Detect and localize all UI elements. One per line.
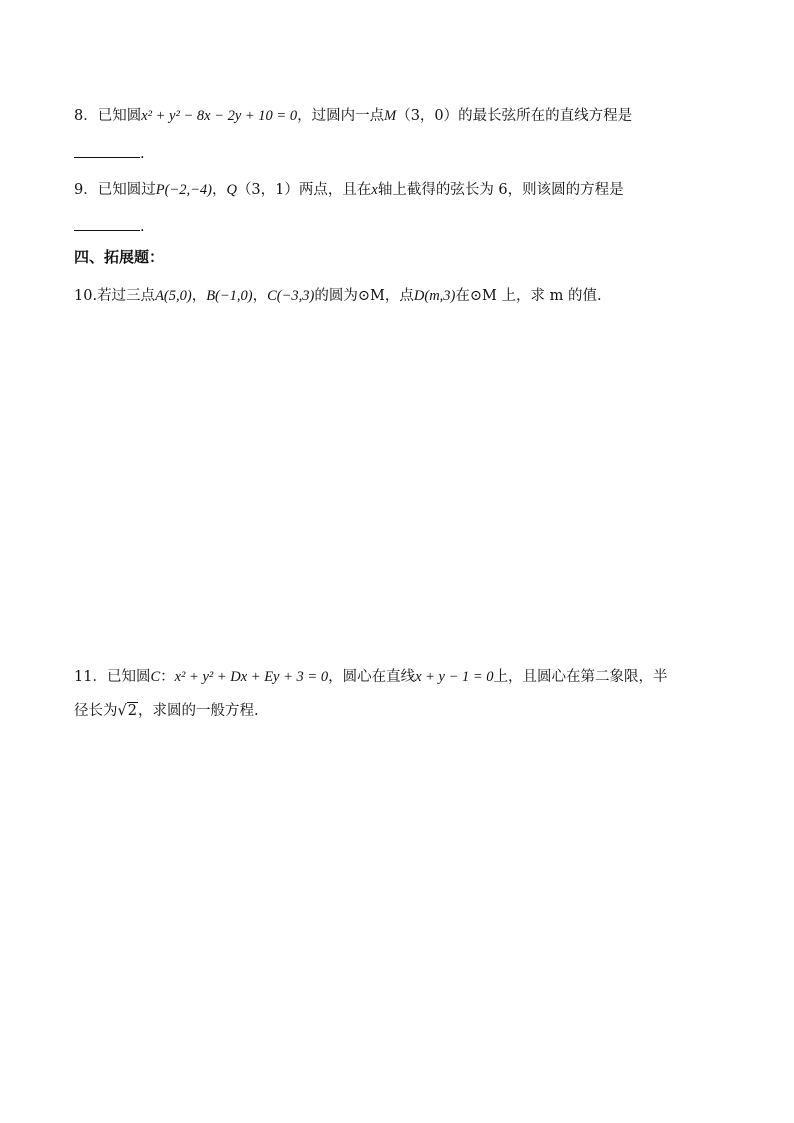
- problem-9-text-c: 轴上截得的弦长为 6，则该圆的方程是: [377, 182, 624, 198]
- problem-11-line-2: [74, 701, 720, 721]
- problem-10-point-d: D(m,3): [413, 288, 456, 304]
- problem-9-point-q-coords: （3，1）: [236, 182, 299, 198]
- problem-11-radius-radicand: 2: [127, 703, 137, 719]
- problem-9-sep: ，: [211, 182, 227, 198]
- problem-8-number: 8．: [74, 108, 98, 124]
- problem-9-text-a: 已知圆过: [97, 182, 156, 198]
- problem-8-text-b: ，过圆内一点: [297, 108, 385, 124]
- problem-9-line-2: [74, 216, 720, 237]
- problem-11-circle-name: C: [150, 669, 161, 685]
- problem-11-text-b: ，圆心在直线: [328, 669, 416, 685]
- problem-9-number: 9．: [74, 182, 98, 198]
- problem-11-text-a: 已知圆: [106, 669, 151, 685]
- problem-9-axis-var: x: [371, 182, 378, 198]
- problem-10-point-c: C(−3,3): [267, 288, 315, 304]
- section-heading: 四、拓展题：: [74, 248, 165, 266]
- problem-9-blank-end: .: [140, 219, 145, 235]
- problem-8-circle-equation: x² + y² − 8x − 2y + 10 = 0: [141, 108, 298, 124]
- problem-8-point-name: M: [384, 108, 397, 124]
- problem-10-sep-1: ，: [191, 288, 207, 304]
- problem-9-point-q-name: Q: [226, 182, 237, 198]
- problem-8-text-c: 的最长弦所在的直线方程是: [458, 108, 633, 124]
- problem-10-point-a: A(5,0): [155, 288, 192, 304]
- problem-10-sep-2: ，: [252, 288, 268, 304]
- problem-9-point-p: P(−2,−4): [155, 182, 212, 198]
- problem-8-point-coords: （3，0）: [396, 108, 459, 124]
- problem-8-blank-end: .: [140, 146, 145, 162]
- problem-9-text-b: 两点，且在: [298, 182, 372, 198]
- problem-11-text-d: 径长为: [74, 703, 118, 719]
- problem-10-number: 10.: [74, 288, 98, 304]
- problem-10-text-c: 在⊙M 上，求 m 的值.: [455, 288, 602, 304]
- problem-8-line-1: [74, 106, 720, 126]
- problem-8-text-a: 已知圆: [97, 108, 142, 124]
- problem-11-text-e: ，求圆的一般方程.: [137, 703, 259, 719]
- problem-9-answer-blank: [74, 216, 140, 231]
- problem-10-text-a: 若过三点: [97, 288, 156, 304]
- problem-8-answer-blank: [74, 143, 140, 158]
- problem-11-line-equation: x + y − 1 = 0: [415, 669, 494, 685]
- problem-10-line-1: [74, 286, 720, 306]
- problem-11-text-c: 上，且圆心在第二象限，半: [493, 669, 668, 685]
- problem-9-line-1: [74, 180, 720, 200]
- problem-11-radius-sqrt: √2: [117, 703, 137, 719]
- problem-11-colon: ：: [160, 669, 175, 685]
- problem-8-line-2: [74, 143, 720, 164]
- problem-10-text-b: 的圆为⊙M，点: [314, 288, 414, 304]
- problem-11-line-1: [74, 667, 720, 687]
- problem-11-circle-equation: x² + y² + Dx + Ey + 3 = 0: [174, 669, 329, 685]
- problem-11-number: 11．: [74, 669, 107, 685]
- problem-10-point-b: B(−1,0): [206, 288, 253, 304]
